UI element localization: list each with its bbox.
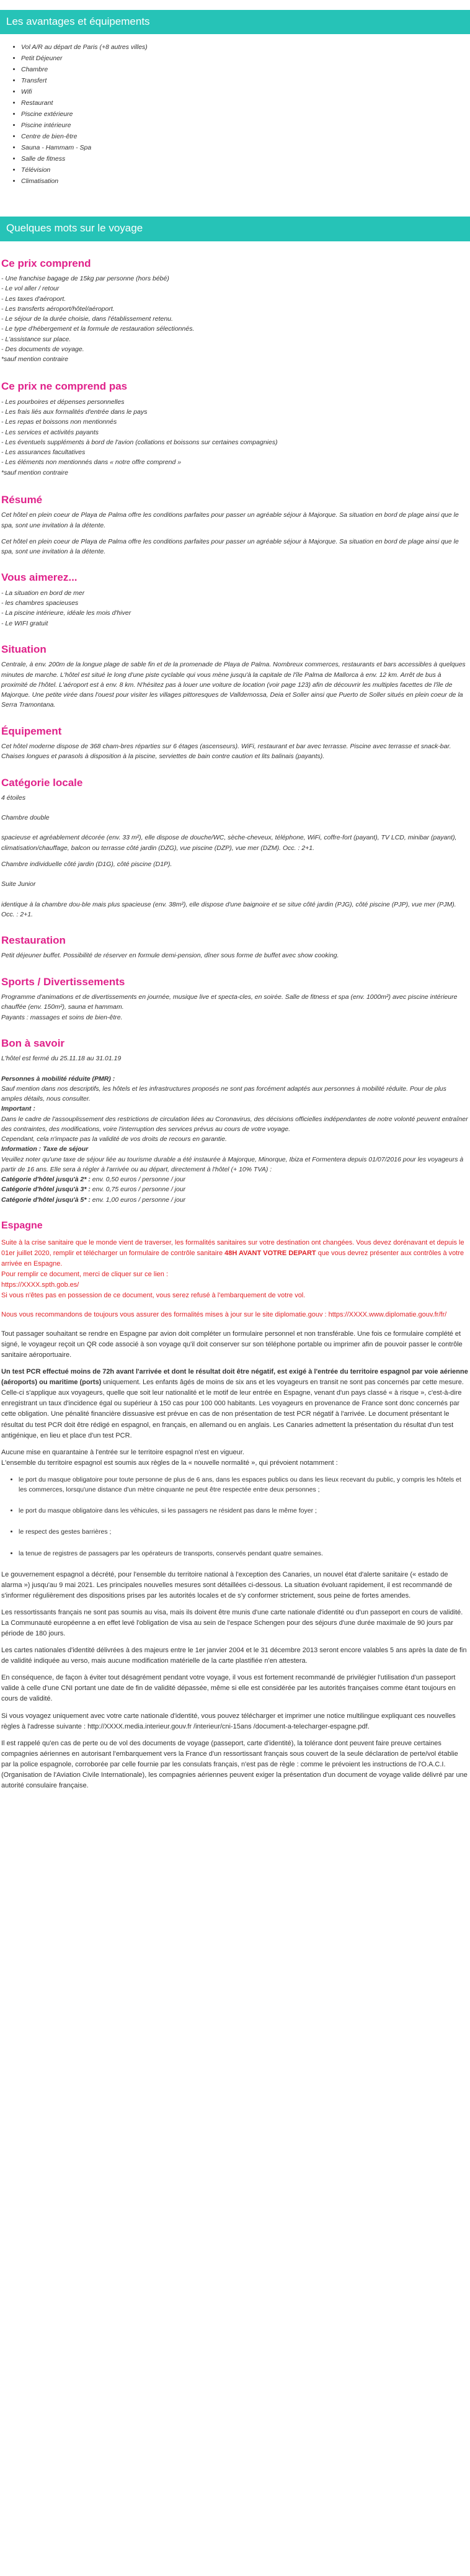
sports-paragraph: Programme d'animations et de divertissements en journée, musique live et specta-cles, en soirée. Salle de fitness et spa (env. 1000m²) avec piscine intérieure chauffée (env. 150m²), sauna et hammam. [1, 993, 458, 1011]
liked-item: - les chambres spacieuses [1, 599, 79, 607]
you-will-like-list [1, 588, 469, 628]
trip-content [0, 257, 470, 1791]
you-will-like-title: Vous aimerez... [1, 571, 78, 584]
single-room-desc: Chambre individuelle côté jardin (D1G), côté piscine (D1P). [1, 860, 172, 868]
tax-title: Information : Taxe de séjour [1, 1145, 89, 1153]
summary-title: Résumé [1, 493, 43, 506]
good-to-know-title: Bon à savoir [1, 1037, 65, 1049]
measure-item: • le respect des gestes barrières ; [19, 1527, 469, 1537]
advantage-item: • Télévision [21, 164, 470, 176]
liked-item: - La piscine intérieure, idéale les mois d'hiver [1, 609, 131, 617]
local-category-title: Catégorie locale [1, 776, 83, 789]
excluded-item: - Les frais liés aux formalités d'entrée dans le pays [1, 408, 148, 416]
spain-paragraph-alert: Le gouvernement espagnol a décrété, pour l'ensemble du territoire national à l'exception des Canaries, un nouvel état d'alerte sanitaire (« estado de alarma ») jusqu'au 9 mai 2021. Les principales nouvelles mesures sont détaillées ci-dessous. La situation évoluant rapidement, il est recommandé de s'informer régulièrement des dispositions prises par les autorités locales et de s'y conformer strictement, sous peine de fortes amendes. [1, 1571, 453, 1600]
equipment-paragraph: Cet hôtel moderne dispose de 368 cham-bres réparties sur 6 étages (ascenseurs). WiFi, restaurant et bar avec terrasse. Piscine avec terrasse et snack-bar. [1, 743, 451, 750]
spain-paragraph-notice: Si vous voyagez uniquement avec votre carte nationale d'identité, vous pouvez télécharger et imprimer une notice multilingue expliquant ces nouvelles règles à l'adresse suivante : http://XXXX.media.interieur.gouv.fr /interieur/cni-15ans /document-a-telecharger-espagne.pdf. [1, 1712, 456, 1730]
tax-text: Veuillez noter qu'une taxe de séjour liée au tourisme durable a été instaurée à Majorque, Minorque, Ibiza et Formentera depuis 01/07/2016 pour les voyageurs à partir de 16 ans. Elle sera à régler à l'arrivée ou au départ, directement à l'hôtel (+ 10% TVA) : [1, 1155, 464, 1173]
advantage-item: • Sauna - Hammam - Spa [21, 142, 470, 153]
spain-measures-list [19, 1475, 469, 1559]
advantage-item: • Transfert [21, 75, 470, 86]
excluded-item: - Les services et activités payants [1, 428, 99, 436]
spain-form-instruction: Pour remplir ce document, merci de cliquer sur ce lien : [1, 1270, 168, 1278]
advantage-item: • Vol A/R au départ de Paris (+8 autres villes) [21, 42, 470, 53]
spain-paragraph-passport: En conséquence, de façon à éviter tout désagrément pendant votre voyage, il vous est fortement recommandé de privilégier l'utilisation d'un passeport valide à celle d'une CNI portant une date de fin de validité dépassée, même si elle est considérée par les autorités françaises comme étant toujours en cours de validité. [1, 1674, 456, 1703]
advantages-banner: Les avantages et équipements [0, 10, 470, 34]
spain-paragraph-pcr: Un test PCR effectué moins de 72h avant l'arrivée et dont le résultat doit être négatif, est exigé à l'entrée du territoire espagnol par voie aérienne (aéroports) ou maritime (ports) uniquement. Les enfants âgés de moins de six ans et les voyageurs en transit ne sont pas concernés par cette mesure. Celle-ci s'applique aux voyageurs, quelle que soit leur nationalité et le motif de leur entrée en Espagne, venant d'un pays classé « à risque », c'est-à-dire enregistrant un taux d'incidence égal ou supérieur à 150 cas pour 100 000 habitants. Les voyageurs en provenance de France sont donc concernés par cette obligation. Une pénalité financière dissuasive est prévue en cas de non présentation de test PCR négatif à l'arrivée. Le document présentant le résultat du test PCR doit être rédigé en espagnol, en français, en allemand ou en anglais. Les Canaries admettent la présentation du résultat d'un test antigénique, en lieu et place d'un test PCR. [1, 1368, 468, 1439]
measure-item: • le port du masque obligatoire dans les véhicules, si les passagers ne résident pas dans le même foyer ; [19, 1506, 469, 1516]
spain-paragraph-cni: Les cartes nationales d'identité délivrées à des majeurs entre le 1er janvier 2004 et le 31 décembre 2013 seront encore valables 5 ans après la date de fin de validité indiquée au verso, mais aucune modification matérielle de la carte plastifiée n'en attestera. [1, 1647, 467, 1665]
included-item: - Les transferts aéroport/hôtel/aéroport. [1, 305, 115, 313]
double-room-title: Chambre double [1, 814, 50, 822]
excluded-item: - Les assurances facultatives [1, 449, 86, 457]
spain-paragraph-form: Tout passager souhaitant se rendre en Espagne par avion doit compléter un formulaire personnel et non transférable. Une fois ce formulaire complété et signé, le voyageur reçoit un QR code associé à son voyage qu'il doit conserver sur son téléphone portable ou imprimer afin de pouvoir passer le contrôle sanitaire aéroportuaire. [1, 1330, 463, 1359]
excluded-item: - Les pourboires et dépenses personnelles [1, 398, 125, 406]
excluded-item: *sauf mention contraire [1, 468, 68, 476]
advantage-item: • Wifi [21, 86, 470, 97]
measure-item: • le port du masque obligatoire pour toute personne de plus de 6 ans, dans les espaces publics ou dans les lieux recevant du public, y compris les hôtels et les commerces, lorsqu'une distance d'un mètre cinquante ne peut être respectée entre deux personnes ; [19, 1475, 469, 1495]
pmr-title: Personnes à mobilité réduite (PMR) : [1, 1075, 115, 1083]
included-item: - Le type d'hébergement et la formule de restauration sélectionnés. [1, 325, 195, 333]
important-text-2: Cependant, cela n'impacte pas la validité de vos droits de recours en garantie. [1, 1135, 227, 1143]
suite-title: Suite Junior [1, 880, 36, 888]
pmr-text: Sauf mention dans nos descriptifs, les hôtels et les infrastructures proposés ne sont pas forcément adaptés aux personnes à mobilité réduite. Pour de plus amples détails, nous consulter. [1, 1085, 446, 1103]
important-text: Dans le cadre de l'assouplissement des restrictions de circulation liées au Coronavirus, des décisions officielles indépendantes de notre volonté peuvent entraîner des contraintes, des modifications, voire l'interruption des services prévus au cours de votre voyage. [1, 1115, 468, 1133]
excluded-item: - Les éventuels suppléments à bord de l'avion (collations et boissons sur certaines compagnies) [1, 438, 278, 446]
advantage-item: • Restaurant [21, 97, 470, 109]
spain-paragraph-visa: Les ressortissants français ne sont pas soumis au visa, mais ils doivent être munis d'une carte nationale d'identité ou d'un passeport en cours de validité. La Communauté européenne a en effet levé l'obligation de visa au sein de l'espace Schengen pour des séjours d'une durée maximale de 90 jours par période de 180 jours. [1, 1609, 463, 1638]
trip-words-banner: Quelques mots sur le voyage [0, 217, 470, 241]
liked-item: - La situation en bord de mer [1, 589, 85, 597]
excluded-item: - Les repas et boissons non mentionnés [1, 418, 117, 426]
included-item: - Les taxes d'aéroport. [1, 295, 66, 303]
advantage-item: • Piscine intérieure [21, 120, 470, 131]
equipment-paragraph-2: Chaises longues et parasols à disposition à la piscine, serviettes de bain contre caution et lits balinais (payants). [1, 753, 325, 761]
summary-paragraph-2: Cet hôtel en plein coeur de Playa de Palma offre les conditions parfaites pour passer un agréable séjour à Majorque. Sa situation en bord de plage ainsi que le spa, sont une invitation à la détente. [1, 537, 459, 556]
included-item: - Une franchise bagage de 15kg par personne (hors bébé) [1, 275, 169, 283]
included-item: - Le séjour de la durée choisie, dans l'établissement retenu. [1, 315, 173, 323]
included-item: *sauf mention contraire [1, 356, 68, 364]
advantage-item: • Piscine extérieure [21, 109, 470, 120]
sports-title: Sports / Divertissements [1, 975, 125, 988]
tax-category-list [1, 1174, 469, 1205]
advantage-item: • Chambre [21, 64, 470, 75]
location-paragraph: Centrale, à env. 200m de la longue plage de sable fin et de la promenade de Playa de Palma. Nombreux commerces, restaurants et bars accessibles à quelques minutes de marche. L'hôtel est situé le long d'une piste cyclable qui vous mène jusqu'à la capitale de l'île Palma de Mallorca à env. 12 km. Arrêt de bus à proximité de l'hôtel. L'aéroport est à env. 8 km. N'hésitez pas à louer une voiture de location (voir page 123) afin de découvrir les multiples facettes de l'île de Majorque. Une petite virée dans l'ouest pour visiter les villages pittoresques de Valldemossa, Deia et Soller ainsi que Puerto de Soller situés en plein coeur de la Serra Tramontana. [1, 661, 466, 709]
spain-paragraph-loss: Il est rappelé qu'en cas de perte ou de vol des documents de voyage (passeport, carte d'identité), la tolérance dont peuvent faire preuve certaines compagnies aériennes en autorisant l'embarquement vers la France d'un ressortissant français sous couvert de la seule déclaration de perte/vol établie par la police espagnole, corroborée par celle fournie par les consulats français, n'est pas de règle : comme le prévoient les instructions de l'O.A.C.I. (Organisation de l'Aviation Civile Internationale), les compagnies aériennes peuvent exiger la présentation d'un document de voyage valide délivré par une autorité consulaire française. [1, 1739, 468, 1789]
location-title: Situation [1, 643, 47, 655]
restaurant-title: Restauration [1, 934, 66, 947]
tax-category-row: Catégorie d'hôtel jusqu'à 5* : env. 1,00 euros / personne / jour [1, 1196, 186, 1204]
price-excludes-list [1, 397, 469, 478]
hotel-closed-text: L'hôtel est fermé du 25.11.18 au 31.01.19 [1, 1055, 122, 1063]
advantages-list [21, 42, 470, 187]
advantage-item: • Centre de bien-être [21, 131, 470, 142]
restaurant-paragraph: Petit déjeuner buffet. Possibilité de réserver en formule demi-pension, dîner sous forme de buffet avec show cooking. [1, 952, 339, 960]
summary-paragraph: Cet hôtel en plein coeur de Playa de Palma offre les conditions parfaites pour passer un agréable séjour à Majorque. Sa situation en bord de plage ainsi que le spa, sont une invitation à la détente. [1, 511, 459, 529]
spain-paragraph-normality: L'ensemble du territoire espagnol est soumis aux règles de la « nouvelle normalité », qui prévoient notamment : [1, 1459, 338, 1467]
double-room-desc: spacieuse et agréablement décorée (env. 33 m²), elle dispose de douche/WC, sèche-cheveux, téléphone, WiFi, coffre-fort (payant), TV LCD, minibar (payant), climatisation/chauffage, balcon ou terrasse côté jardin (DZG), vue piscine (DZP), vue mer (DZM). Occ. : 2+1. [1, 834, 457, 852]
price-excludes-title: Ce prix ne comprend pas [1, 380, 128, 393]
excluded-item: - Les éléments non mentionnés dans « notre offre comprend » [1, 458, 182, 467]
price-includes-title: Ce prix comprend [1, 257, 91, 269]
price-includes-list [1, 274, 469, 364]
measure-item: • la tenue de registres de passagers par les opérateurs de transports, conservés pendant quatre semaines. [19, 1549, 469, 1559]
spain-refusal-warning: Si vous n'êtes pas en possession de ce document, vous serez refusé à l'embarquement de votre vol. [1, 1292, 306, 1300]
advantage-item: • Petit Déjeuner [21, 53, 470, 64]
liked-item: - Le WIFI gratuit [1, 619, 48, 627]
spain-recommendation: Nous vous recommandons de toujours vous assurer des formalités mises à jour sur le site diplomatie.gouv : https://XXXX.www.diplomatie.gouv.fr/fr/ [1, 1311, 447, 1319]
spain-paragraph-quarantine: Aucune mise en quarantaine à l'entrée sur le territoire espagnol n'est en vigueur. [1, 1448, 244, 1456]
spain-alert: Suite à la crise sanitaire que le monde vient de traverser, les formalités sanitaires sur votre destination ont changées. Vous devez dorénavant et depuis le 01er juillet 2020, remplir et télécharger un formulaire de contrôle sanitaire 48H AVANT VOTRE DEPART que vous devrez présenter aux contrôles à votre arrivée en Espagne. [1, 1238, 464, 1268]
equipment-title: Équipement [1, 725, 62, 737]
included-item: - Des documents de voyage. [1, 345, 84, 353]
included-item: - Le vol aller / retour [1, 285, 60, 293]
stars-text: 4 étoiles [1, 794, 26, 802]
advantage-item: • Climatisation [21, 176, 470, 187]
suite-desc: identique à la chambre dou-ble mais plus spacieuse (env. 38m²), elle dispose d'une baignoire et se situe côté jardin (PJG), côté piscine (PJP), vue mer (PJM). Occ. : 2+1. [1, 900, 456, 918]
sports-paragraph-2: Payants : massages et soins de bien-être. [1, 1013, 123, 1021]
important-title: Important : [1, 1105, 35, 1113]
spain-title: Espagne [1, 1220, 43, 1231]
tax-category-row: Catégorie d'hôtel jusqu'à 3* : env. 0,75 euros / personne / jour [1, 1186, 186, 1194]
spain-form-link[interactable]: https://XXXX.spth.gob.es/ [1, 1281, 79, 1289]
advantage-item: • Salle de fitness [21, 153, 470, 164]
tax-category-row: Catégorie d'hôtel jusqu'à 2* : env. 0,50 euros / personne / jour [1, 1176, 186, 1184]
included-item: - L'assistance sur place. [1, 335, 71, 343]
